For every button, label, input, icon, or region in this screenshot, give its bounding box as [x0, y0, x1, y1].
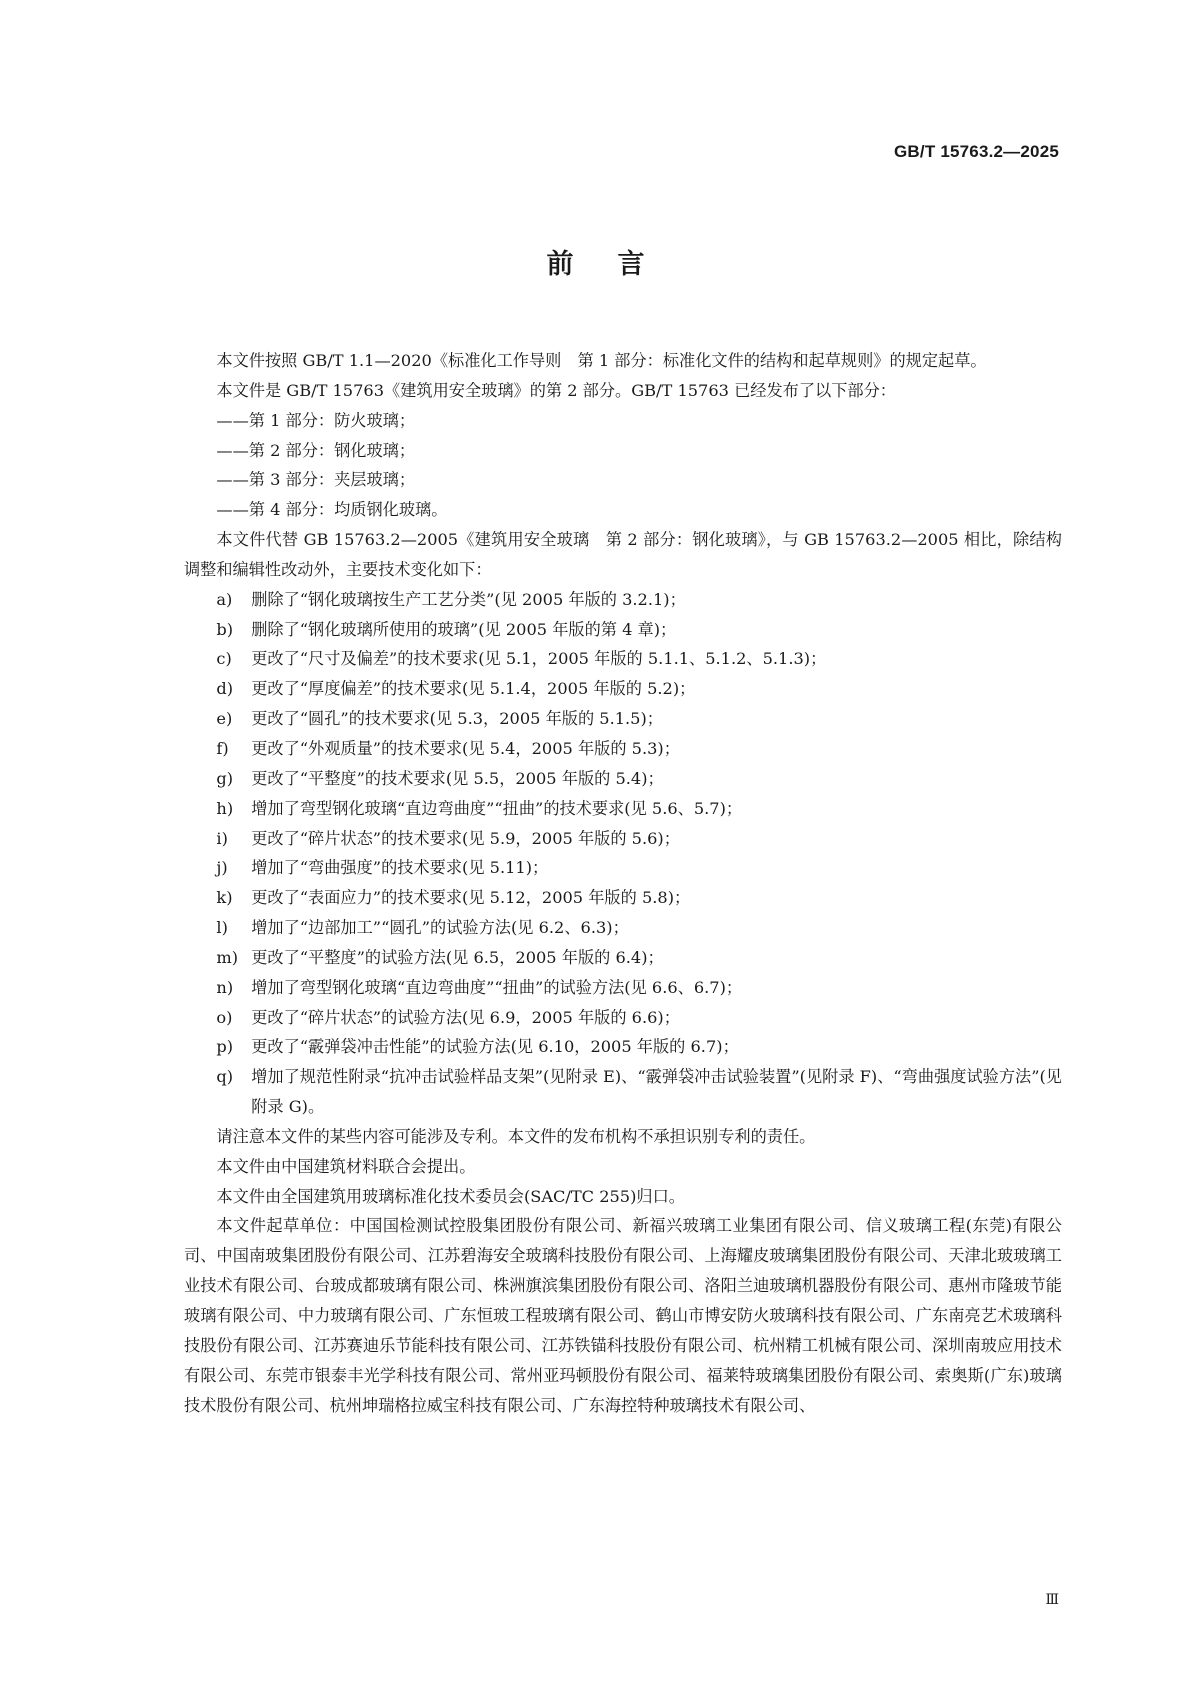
- change-list-item: [184, 1003, 1062, 1033]
- paragraph-drafting-basis: 本文件按照 GB/T 1.1—2020《标准化工作导则 第 1 部分：标准化文件的结构和起草规则》的规定起草。: [216, 351, 987, 370]
- document-number: GB/T 15763.2—2025: [894, 142, 1059, 161]
- change-list-item: [184, 794, 1062, 824]
- list-marker: h): [216, 798, 234, 818]
- list-marker: k): [216, 888, 233, 908]
- list-marker: a): [216, 589, 233, 609]
- paragraph-proposer: 本文件由中国建筑材料联合会提出。: [216, 1156, 476, 1176]
- change-list-item: [184, 913, 1062, 943]
- list-marker: n): [216, 977, 234, 997]
- paragraph-drafting-units: 本文件起草单位：中国国检测试控股集团股份有限公司、新福兴玻璃工业集团有限公司、信义玻璃工程(东莞)有限公司、中国南玻集团股份有限公司、江苏碧海安全玻璃科技股份有限公司、上海耀皮玻璃集团股份有限公司、天津北玻玻璃工业技术有限公司、台玻成都玻璃有限公司、株洲旗滨集团股份有限公司、洛阳兰迪玻璃机器股份有限公司、惠州市隆玻节能玻璃有限公司、中力玻璃有限公司、广东恒玻工程玻璃有限公司、鹤山市博安防火玻璃科技有限公司、广东南亮艺术玻璃科技股份有限公司、江苏赛迪乐节能科技有限公司、江苏铁锚科技股份有限公司、杭州精工机械有限公司、深圳南玻应用技术有限公司、东莞市银泰丰光学科技有限公司、常州亚玛顿股份有限公司、福莱特玻璃集团股份有限公司、索奥斯(广东)玻璃技术股份有限公司、杭州坤瑞格拉威宝科技有限公司、广东海控特种玻璃技术有限公司、: [184, 1216, 1062, 1415]
- document-body: [184, 346, 1062, 1420]
- list-item-text: 增加了弯型钢化玻璃“直边弯曲度”“扭曲”的试验方法(见 6.6、6.7)；: [251, 977, 743, 997]
- list-marker: o): [216, 1007, 233, 1027]
- change-list-item: [184, 1032, 1062, 1062]
- list-marker: e): [216, 709, 233, 729]
- change-list-item: [184, 943, 1062, 973]
- list-marker: i): [216, 828, 228, 848]
- list-item-text: 删除了“钢化玻璃所使用的玻璃”(见 2005 年版的第 4 章)；: [251, 619, 677, 639]
- list-item-text: 删除了“钢化玻璃按生产工艺分类”(见 2005 年版的 3.2.1)；: [251, 589, 686, 609]
- list-item-text: 更改了“碎片状态”的试验方法(见 6.9，2005 年版的 6.6)；: [251, 1007, 680, 1027]
- change-list-item: [184, 615, 1062, 645]
- list-marker: l): [216, 918, 228, 938]
- list-item-text: 更改了“厚度偏差”的技术要求(见 5.1.4，2005 年版的 5.2)；: [251, 679, 696, 699]
- list-marker: d): [216, 679, 234, 699]
- list-item-text: 更改了“圆孔”的技术要求(见 5.3，2005 年版的 5.1.5)；: [251, 709, 663, 729]
- list-item-text: 更改了“平整度”的技术要求(见 5.5，2005 年版的 5.4)；: [251, 768, 664, 788]
- list-item-text: 更改了“霰弹袋冲击性能”的试验方法(见 6.10，2005 年版的 6.7)；: [251, 1037, 739, 1057]
- list-item-text: 更改了“尺寸及偏差”的技术要求(见 5.1，2005 年版的 5.1.1、5.1.2、5.1.3)；: [251, 649, 827, 669]
- change-list-item: [184, 973, 1062, 1003]
- change-list-item: [184, 734, 1062, 764]
- change-list-item: [184, 585, 1062, 615]
- list-marker: j): [216, 858, 228, 878]
- change-list-item: [184, 853, 1062, 883]
- list-marker: c): [216, 649, 232, 669]
- change-list-item: [184, 704, 1062, 734]
- page-number: Ⅲ: [1045, 1592, 1059, 1608]
- list-item-text: 增加了弯型钢化玻璃“直边弯曲度”“扭曲”的技术要求(见 5.6、5.7)；: [251, 798, 743, 818]
- list-marker: m): [216, 947, 239, 967]
- list-marker: b): [216, 619, 234, 639]
- list-marker: g): [216, 768, 234, 788]
- change-list-item: [184, 674, 1062, 704]
- list-item-text: 增加了“边部加工”“圆孔”的试验方法(见 6.2、6.3)；: [251, 918, 629, 938]
- list-item-text: 更改了“表面应力”的技术要求(见 5.12，2005 年版的 5.8)；: [251, 888, 691, 908]
- paragraph-patent-notice: 请注意本文件的某些内容可能涉及专利。本文件的发布机构不承担识别专利的责任。: [216, 1126, 816, 1146]
- list-marker: f): [216, 738, 229, 758]
- change-list-item: [184, 644, 1062, 674]
- part-list-item: ——第 4 部分：均质钢化玻璃。: [216, 500, 448, 520]
- change-list-item: [184, 1062, 1062, 1122]
- part-list-item: ——第 2 部分：钢化玻璃；: [216, 440, 416, 460]
- change-list-item: [184, 883, 1062, 913]
- list-item-text: 增加了规范性附录“抗冲击试验样品支架”(见附录 E)、“霰弹袋冲击试验装置”(见附录 F)、“弯曲强度试验方法”(见附录 G)。: [251, 1067, 1062, 1117]
- list-item-text: 更改了“外观质量”的技术要求(见 5.4，2005 年版的 5.3)；: [251, 738, 680, 758]
- change-list-item: [184, 824, 1062, 854]
- list-marker: p): [216, 1037, 234, 1057]
- paragraph-series-info: 本文件是 GB/T 15763《建筑用安全玻璃》的第 2 部分。GB/T 15763 已经发布了以下部分：: [216, 380, 896, 400]
- part-list-item: ——第 3 部分：夹层玻璃；: [216, 470, 416, 490]
- page-title: 前言: [546, 249, 689, 280]
- part-list-item: ——第 1 部分：防火玻璃；: [216, 410, 416, 430]
- paragraph-committee: 本文件由全国建筑用玻璃标准化技术委员会(SAC/TC 255)归口。: [216, 1186, 685, 1206]
- change-list-item: [184, 764, 1062, 794]
- list-item-text: 更改了“平整度”的试验方法(见 6.5，2005 年版的 6.4)；: [251, 947, 664, 967]
- paragraph-replacement: 本文件代替 GB 15763.2—2005《建筑用安全玻璃 第 2 部分：钢化玻璃》，与 GB 15763.2—2005 相比，除结构调整和编辑性改动外，主要技术变化如下：: [184, 530, 1062, 579]
- list-item-text: 更改了“碎片状态”的技术要求(见 5.9，2005 年版的 5.6)；: [251, 828, 680, 848]
- list-item-text: 增加了“弯曲强度”的技术要求(见 5.11)；: [251, 858, 549, 878]
- list-marker: q): [216, 1067, 234, 1087]
